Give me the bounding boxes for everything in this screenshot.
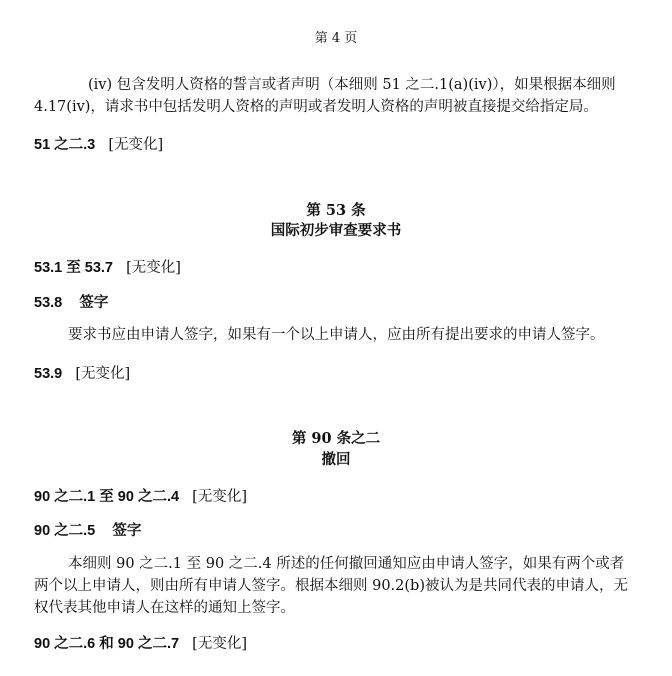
rule-90bis-title: 第 90 条之二 [291, 430, 381, 447]
rule-53-subtitle: 国际初步审查要求书 [270, 222, 402, 239]
status-note: [无变化] [192, 636, 247, 652]
rule-51bis3-entry [34, 133, 163, 154]
rule-90bis-subtitle: 撤回 [321, 451, 351, 468]
status-note: [无变化] [192, 489, 247, 505]
rule-90bis-5-line3: 权代表其他申请人在这样的通知上签字。 [34, 600, 295, 616]
rule-number: 53.9 [34, 366, 63, 382]
status-note: [无变化] [126, 260, 181, 276]
item-iv-line1: (iv) 包含发明人资格的誓言或者声明（本细则 51 之二.1(a)(iv)），如果根据本细则 [88, 77, 616, 93]
rule-heading: 签字 [79, 295, 109, 311]
status-note: [无变化] [75, 366, 131, 382]
rule-53-8-text: 要求书应由申请人签字，如果有一个以上申请人，应由所有提出要求的申请人签字。 [68, 327, 605, 343]
rule-number: 90 之二.6 和 90 之二.7 [34, 636, 180, 652]
rule-53-9-entry [34, 362, 130, 383]
rule-heading: 签字 [112, 523, 142, 539]
rule-53-8-entry [34, 291, 108, 312]
rule-number: 90 之二.1 至 90 之二.4 [34, 489, 180, 505]
rule-number: 53.1 至 53.7 [34, 260, 113, 276]
rule-number: 51 之二.3 [34, 137, 96, 153]
status-note: [无变化] [108, 137, 164, 153]
page-number: 第 4 页 [314, 31, 358, 46]
rule-number: 53.8 [34, 295, 63, 311]
rule-90bis-5-line1: 本细则 90 之二.1 至 90 之二.4 所述的任何撤回通知应由申请人签字，如果有两个或者 [68, 556, 625, 572]
rule-90bis-5-entry [34, 519, 141, 540]
rule-90bis-1-4-entry [34, 485, 247, 506]
item-iv-line2: 4.17(iv)，请求书中包括发明人资格的声明或者发明人资格的声明被直接提交给指定局。 [34, 99, 598, 115]
rule-53-1-7-entry [34, 256, 181, 277]
rule-90bis-5-line2: 两个以上申请人，则由所有申请人签字。根据本细则 90.2(b)被认为是共同代表的申请人，无 [34, 578, 628, 594]
rule-90bis-6-7-entry [34, 632, 247, 653]
rule-53-title: 第 53 条 [306, 202, 366, 219]
rule-number: 90 之二.5 [34, 523, 96, 539]
